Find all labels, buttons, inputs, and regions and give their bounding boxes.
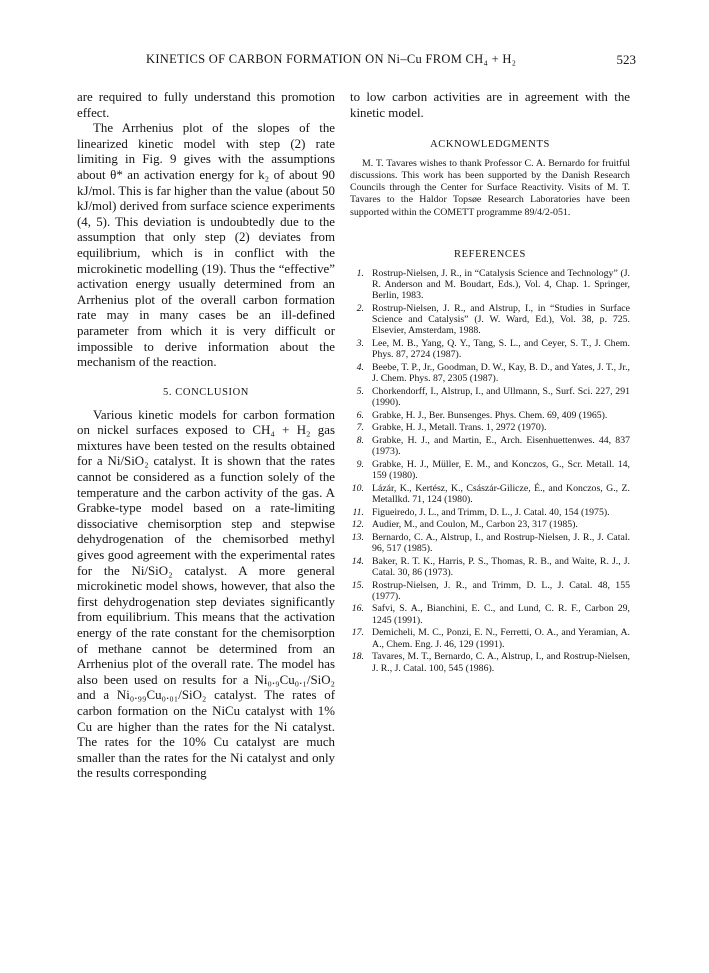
- reference-list: [350, 268, 630, 674]
- reference-text: Grabke, H. J., Metall. Trans. 1, 2972 (1970).: [372, 422, 547, 434]
- reference-number: 15.: [351, 579, 364, 591]
- reference-item: [350, 303, 630, 337]
- reference-number: 9.: [356, 458, 364, 470]
- reference-number: 1.: [356, 267, 364, 279]
- paragraph-continuation: are required to fully understand this promotion effect.: [77, 90, 335, 120]
- reference-item: [350, 519, 630, 530]
- reference-item: [350, 268, 630, 302]
- reference-text: Grabke, H. J., and Martin, E., Arch. Eisenhuettenwes. 44, 837 (1973).: [372, 434, 630, 458]
- reference-number: 4.: [356, 361, 364, 373]
- paragraph-conclusion: Various kinetic models for carbon formation on nickel surfaces exposed to CH₄ + H₂ gas mixtures have been tested on the results obtained for a Ni/SiO₂ catalyst. It is shown that the rates cannot be considered as a function solely of the temperature and the carbon activity of the gas. A Grabke-type model based on a rate-limiting dissociative chemisorption step and stepwise dehydrogenation of the chemisorbed methyl gives good agreement with the experimental rates for the Ni/SiO₂ catalyst. A more general microkinetic model shows, however, that also the first dehydrogenation step deviates significantly from equilibrium. This means that the activation energy of the rate constant for the chemisorption of methane cannot be determined from an Arrhenius plot of the overall rate. The model has also been used on results for a Ni₀.₉Cu₀.₁/SiO₂ and a Ni₀.₉₉Cu₀.₀₁/SiO₂ catalyst. The rates of carbon formation on the NiCu catalyst with 1% Cu are higher than the rates for the Ni catalyst. The rates for the 10% Cu catalyst are much smaller than the rates for the Ni catalyst and only the results corresponding: [77, 407, 335, 781]
- reference-item: [350, 459, 630, 482]
- reference-item: [350, 483, 630, 506]
- acknowledgments-heading: ACKNOWLEDGMENTS: [430, 139, 550, 151]
- reference-text: Bernardo, C. A., Alstrup, I., and Rostrup-Nielsen, J. R., J. Catal. 96, 517 (1985).: [372, 531, 630, 555]
- left-column: [77, 90, 335, 782]
- reference-number: 11.: [352, 506, 364, 518]
- reference-item: [350, 627, 630, 650]
- reference-text: Tavares, M. T., Bernardo, C. A., Alstrup, I., and Rostrup-Nielsen, J. R., J. Catal. 100, 545 (1986).: [372, 651, 630, 674]
- reference-text: Baker, R. T. K., Harris, P. S., Thomas, R. B., and Waite, R. J., J. Catal. 30, 86 (1973).: [372, 555, 630, 578]
- reference-item: [350, 386, 630, 409]
- reference-number: 10.: [351, 482, 364, 494]
- references-heading: REFERENCES: [454, 248, 526, 260]
- reference-text: Lee, M. B., Yang, Q. Y., Tang, S. L., and Ceyer, S. T., J. Chem. Phys. 87, 2724 (1987).: [372, 338, 630, 361]
- right-column: [350, 90, 630, 675]
- reference-item: [350, 651, 630, 674]
- reference-text: Chorkendorff, I., Alstrup, I., and Ullmann, S., Surf. Sci. 227, 291 (1990).: [372, 385, 630, 409]
- reference-item: [350, 338, 630, 361]
- reference-item: [350, 362, 630, 385]
- reference-number: 6.: [356, 409, 364, 421]
- reference-text: Grabke, H. J., Ber. Bunsenges. Phys. Chem. 69, 409 (1965).: [372, 409, 608, 421]
- reference-text: Grabke, H. J., Müller, E. M., and Konczos, G., Scr. Metall. 14, 159 (1980).: [372, 458, 630, 482]
- reference-text: Lázár, K., Kertész, K., Császár-Gilicze, É., and Konczos, G., Z. Metallkd. 71, 124 (1980).: [372, 482, 630, 505]
- reference-text: Audier, M., and Coulon, M., Carbon 23, 317 (1985).: [372, 519, 578, 531]
- reference-number: 3.: [356, 338, 364, 350]
- paragraph-continuation-right: to low carbon activities are in agreement with the kinetic model.: [350, 90, 630, 120]
- conclusion-heading: 5. CONCLUSION: [163, 386, 249, 398]
- reference-item: [350, 580, 630, 603]
- reference-item: [350, 556, 630, 579]
- reference-number: 13.: [351, 531, 364, 543]
- reference-number: 14.: [351, 555, 364, 567]
- reference-text: Rostrup-Nielsen, J. R., and Trimm, D. L., J. Catal. 48, 155 (1977).: [372, 579, 630, 602]
- reference-item: [350, 507, 630, 518]
- reference-item: [350, 422, 630, 433]
- page-number: 523: [616, 52, 636, 67]
- reference-item: [350, 603, 630, 626]
- reference-text: Rostrup-Nielsen, J. R., and Alstrup, I., in “Studies in Surface Science and Catalysis” (J. W. Ward, Ed.), Vol. 38, p. 725. Elsevier, Amsterdam, 1988.: [372, 302, 630, 337]
- reference-text: Beebe, T. P., Jr., Goodman, D. W., Kay, B. D., and Yates, J. T., Jr., J. Chem. Phys. 87, 2305 (1987).: [372, 361, 630, 385]
- reference-number: 17.: [351, 627, 364, 639]
- reference-number: 18.: [351, 651, 364, 663]
- reference-number: 2.: [356, 302, 364, 314]
- running-title: KINETICS OF CARBON FORMATION ON Ni–Cu FROM CH₄ + H₂: [146, 52, 517, 66]
- reference-number: 8.: [356, 434, 364, 446]
- acknowledgments-text: M. T. Tavares wishes to thank Professor C. A. Bernardo for fruitful discussions. This work has been supported by the Danish Research Councils through the Center for Surface Reactivity. Visits of M. T. Tavares to the Haldor Topsøe Research Laboratories have been supported within the COMETT programme 89/4/2-051.: [350, 158, 630, 218]
- reference-item: [350, 532, 630, 555]
- reference-text: Safvi, S. A., Bianchini, E. C., and Lund, C. R. F., Carbon 29, 1245 (1991).: [372, 603, 630, 626]
- reference-text: Rostrup-Nielsen, J. R., in “Catalysis Science and Technology” (J. R. Anderson and M. Boudart, Eds.), Vol. 4, Chap. 1. Springer, Berlin, 1983.: [372, 267, 630, 302]
- running-header: [78, 52, 636, 72]
- reference-item: [350, 410, 630, 421]
- reference-number: 12.: [351, 519, 364, 531]
- reference-text: Demicheli, M. C., Ponzi, E. N., Ferretti, O. A., and Yeramian, A. A., Chem. Eng. J. 46, 129 (1991).: [372, 627, 630, 650]
- reference-text: Figueiredo, J. L., and Trimm, D. L., J. Catal. 40, 154 (1975).: [372, 506, 610, 518]
- reference-item: [350, 435, 630, 458]
- reference-number: 7.: [356, 422, 364, 434]
- reference-number: 5.: [356, 385, 364, 397]
- reference-number: 16.: [351, 603, 364, 615]
- paragraph-arrhenius: The Arrhenius plot of the slopes of the linearized kinetic model with step (2) rate limiting in Fig. 9 gives with the assumptions about θ* an activation energy for k₂ of about 90 kJ/mol. This is far higher than the value (about 50 kJ/mol) derived from surface science experiments (4, 5). This deviation is undoubtedly due to the assumption that only step (2) deviates from equilibrium, which is in conflict with the microkinetic modelling (19). Thus the “effective” activation energy usually determined from an Arrhenius plot of the overall carbon formation rate may in many cases be an ill-defined parameter from which it is very difficult or impossible to derive information about the mechanism of the reaction.: [77, 121, 335, 370]
